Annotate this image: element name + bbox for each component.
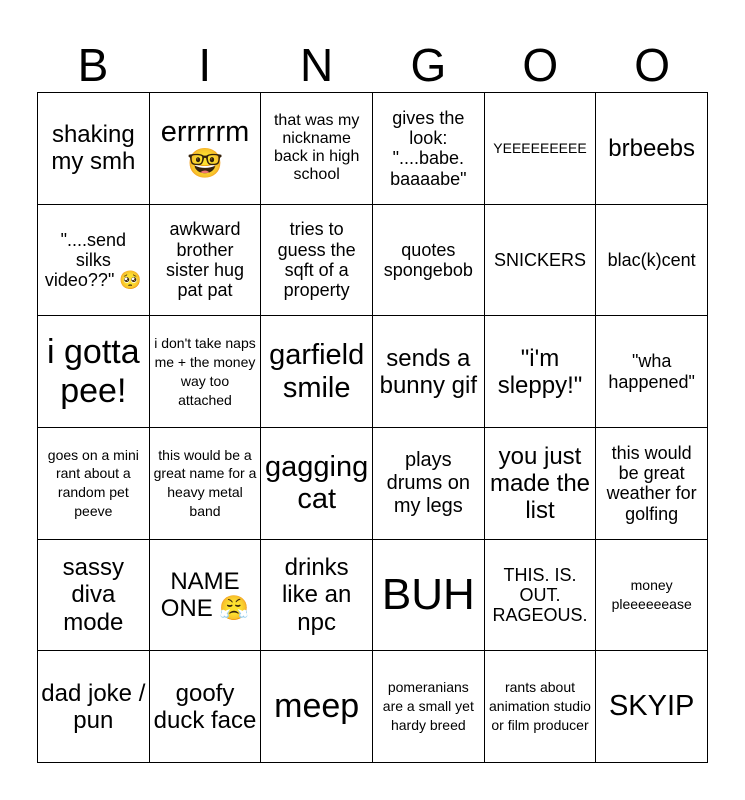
bingo-cell[interactable]: gives the look: "....babe. baaaabe" (373, 93, 485, 205)
bingo-cell[interactable]: errrrrm 🤓 (150, 93, 262, 205)
bingo-cell[interactable]: "i'm sleppy!" (485, 316, 597, 428)
bingo-cell[interactable]: BUH (373, 540, 485, 652)
bingo-cell[interactable]: garfield smile (261, 316, 373, 428)
bingo-cell[interactable]: goes on a mini rant about a random pet peeve (38, 428, 150, 540)
bingo-cell[interactable]: YEEEEEEEEE (485, 93, 597, 205)
header-letter-o-2: O (634, 39, 670, 91)
bingo-cell[interactable]: rants about animation studio or film producer (485, 651, 597, 763)
header-letter-b: B (77, 39, 109, 91)
bingo-cell[interactable]: NAME ONE 😤 (150, 540, 262, 652)
bingo-cell[interactable]: "wha happened" (596, 316, 708, 428)
header-letter-n: N (299, 39, 334, 91)
bingo-cell[interactable]: money pleeeeeease (596, 540, 708, 652)
bingo-cell[interactable]: this would be a great name for a heavy metal band (150, 428, 262, 540)
bingo-cell[interactable]: brbeebs (596, 93, 708, 205)
bingo-cell[interactable]: SKYIP (596, 651, 708, 763)
bingo-cell[interactable]: gagging cat (261, 428, 373, 540)
bingo-cell[interactable]: this would be great weather for golfing (596, 428, 708, 540)
bingo-cell[interactable]: tries to guess the sqft of a property (261, 205, 373, 317)
bingo-cell[interactable]: awkward brother sister hug pat pat (150, 205, 262, 317)
bingo-cell[interactable]: THIS. IS. OUT. RAGEOUS. (485, 540, 597, 652)
header-letter-i: I (198, 39, 212, 91)
bingo-cell[interactable]: pomeranians are a small yet hardy breed (373, 651, 485, 763)
bingo-cell[interactable]: i gotta pee! (38, 316, 150, 428)
bingo-cell[interactable]: plays drums on my legs (373, 428, 485, 540)
bingo-card-grid (37, 92, 708, 763)
header-letter-o: O (522, 39, 559, 91)
bingo-cell[interactable]: blac(k)cent (596, 205, 708, 317)
bingo-cell[interactable]: drinks like an npc (261, 540, 373, 652)
bingo-cell[interactable]: quotes spongebob (373, 205, 485, 317)
bingo-header (37, 38, 708, 92)
bingo-cell[interactable]: i don't take naps me + the money way too attached (150, 316, 262, 428)
bingo-cell[interactable]: dad joke / pun (38, 651, 150, 763)
bingo-cell[interactable]: shaking my smh (38, 93, 150, 205)
bingo-cell[interactable]: you just made the list (485, 428, 597, 540)
header-letter-g: G (410, 39, 447, 91)
bingo-cell[interactable]: goofy duck face (150, 651, 262, 763)
bingo-cell[interactable]: "....send silks video??" 🥺 (38, 205, 150, 317)
bingo-cell[interactable]: sassy diva mode (38, 540, 150, 652)
bingo-cell[interactable]: meep (261, 651, 373, 763)
bingo-cell[interactable]: SNICKERS (485, 205, 597, 317)
bingo-cell[interactable]: sends a bunny gif (373, 316, 485, 428)
bingo-cell[interactable]: that was my nickname back in high school (261, 93, 373, 205)
